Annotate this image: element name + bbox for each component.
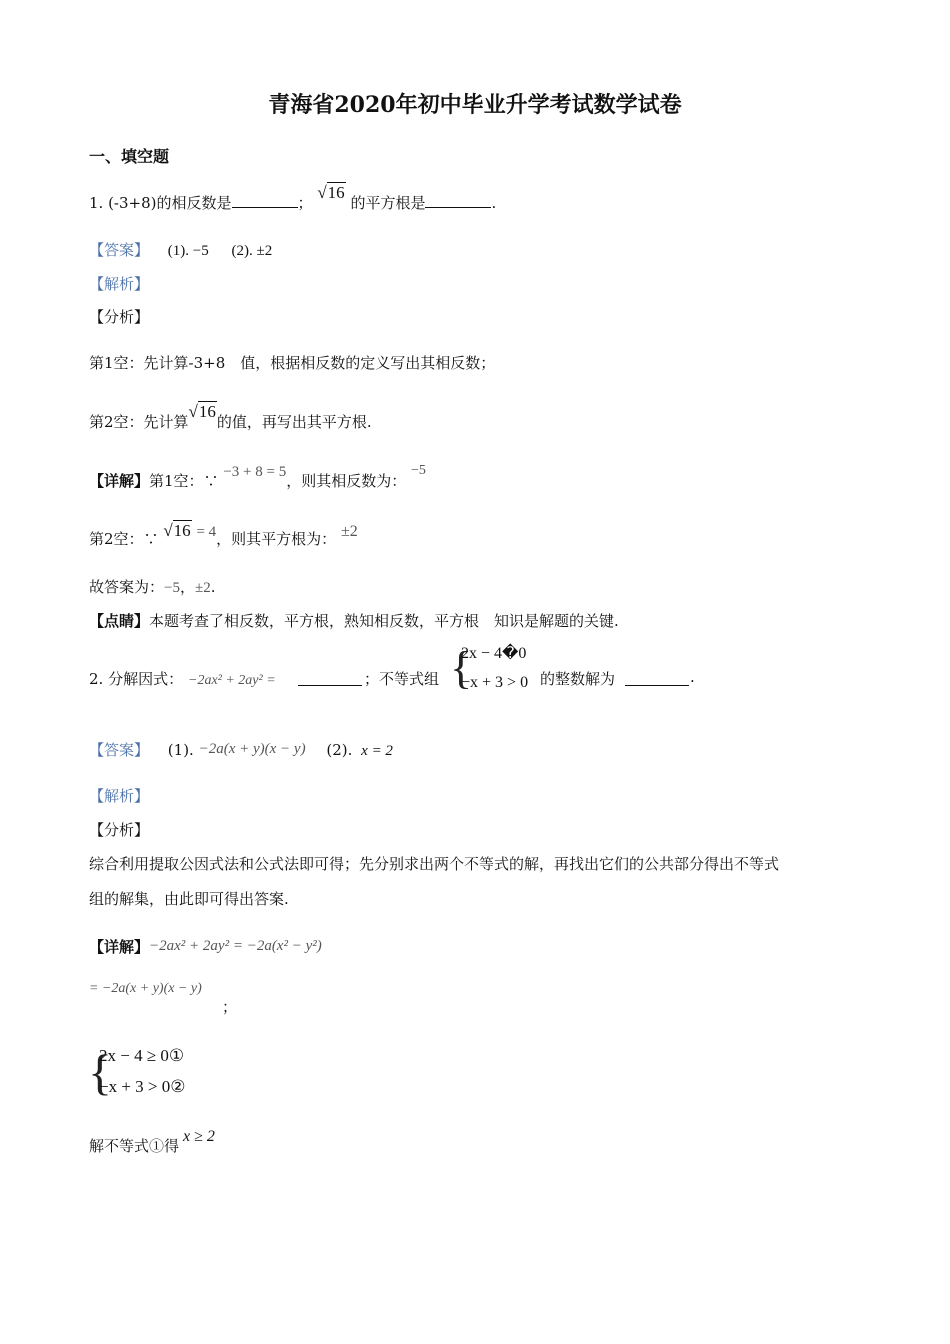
q1-fx2-radicand: 16 bbox=[198, 402, 216, 421]
q1-xj2b: ，则其平方根为： bbox=[216, 530, 337, 548]
q1-gu-end: . bbox=[210, 578, 216, 596]
q1-answer bbox=[89, 239, 272, 260]
q1-xj2-math: = 4 bbox=[196, 524, 217, 540]
q1-end: . bbox=[491, 194, 497, 212]
q1-xj1-result: −5 bbox=[411, 463, 426, 478]
q2-solve-math: x ≥ 2 bbox=[183, 1128, 215, 1145]
answer-tag: 【答案】 bbox=[89, 741, 150, 759]
q1-analysis-2 bbox=[89, 402, 372, 432]
xiangjie-tag: 【详解】 bbox=[89, 938, 150, 956]
q2-fenxi-tag: 【分析】 bbox=[89, 821, 150, 839]
q2-ineq-2: −x + 3 > 0 bbox=[461, 674, 529, 691]
q2-blank-2 bbox=[625, 685, 689, 686]
q1-blank-2 bbox=[425, 206, 491, 208]
answer-tag: 【答案】 bbox=[89, 241, 150, 259]
q1-gu: 故答案为： bbox=[89, 578, 165, 596]
q1-xj2-radicand: 16 bbox=[173, 521, 191, 540]
q2-answer-2: x = 2 bbox=[361, 743, 393, 759]
q1-detail-2 bbox=[89, 521, 358, 549]
q1-stem bbox=[89, 183, 497, 213]
q2-detail-expr-2: = −2a(x + y)(x − y) bbox=[89, 981, 202, 996]
q1-analysis-1: 第1空：先计算-3+8 值，根据相反数的定义写出其相反数； bbox=[89, 354, 496, 372]
q2-end: . bbox=[690, 668, 695, 686]
q2-detail-semicolon: ； bbox=[222, 998, 238, 1016]
q1-conclusion bbox=[89, 576, 216, 597]
q1-xj2a: 第2空：∵ bbox=[89, 530, 159, 548]
q2-detail-line-1 bbox=[89, 936, 322, 957]
q1-jiexi-tag: 【解析】 bbox=[89, 275, 150, 293]
q1-fx2a: 第2空：先计算 bbox=[89, 413, 189, 431]
q2-sep: ；不等式组 bbox=[364, 670, 440, 688]
q1-fx2b: 的值，再写出其平方根. bbox=[216, 413, 372, 431]
q2-system-1: 2x − 4 ≥ 0① bbox=[99, 1046, 185, 1065]
q1-gu-2: ±2 bbox=[195, 580, 211, 596]
q1-xj2-result: ±2 bbox=[340, 523, 358, 540]
dianjing-tag: 【点睛】 bbox=[89, 612, 150, 630]
q1-xj2-sqrt: √16 bbox=[163, 521, 191, 540]
q2-stem-b: 的整数解为 bbox=[540, 670, 616, 688]
page-title: 青海省2020年初中毕业升学考试数学试卷 bbox=[268, 92, 682, 118]
q2-solve-text: 解不等式①得 bbox=[89, 1137, 180, 1155]
q2-analysis-line-1: 综合利用提取公因式法和公式法即可得；先分别求出两个不等式的解，再找出它们的公共部分得出不等式 bbox=[89, 855, 780, 873]
q2-solve-line bbox=[89, 1128, 215, 1156]
xiangjie-tag: 【详解】 bbox=[89, 472, 150, 490]
q2-ineq-1: 2x − 4�0 bbox=[461, 645, 527, 662]
q2-stem-a: 2. 分解因式： bbox=[89, 670, 184, 688]
q1-text-a: 1. (-3+8)的相反数是 bbox=[89, 194, 232, 212]
q1-xj1-math: −3 + 8 = 5 bbox=[223, 464, 287, 480]
q1-blank-1 bbox=[232, 206, 298, 208]
q2-answer-2-label: (2). bbox=[326, 741, 353, 759]
q1-gu-sep: ， bbox=[179, 578, 195, 596]
q2-brace: { bbox=[450, 642, 473, 693]
q1-answer-1: (1). −5 bbox=[167, 243, 209, 259]
q1-xj1a: 第1空：∵ bbox=[149, 472, 219, 490]
q1-sep: ； bbox=[297, 194, 313, 212]
q1-fx2-sqrt: √16 bbox=[188, 402, 216, 421]
q1-xj1b: ，则其相反数为： bbox=[286, 472, 407, 490]
q2-detail-expr: −2ax² + 2ay² = −2a(x² − y²) bbox=[149, 938, 322, 954]
q2-answer-1-label: (1). bbox=[167, 741, 194, 759]
q2-jiexi-tag: 【解析】 bbox=[89, 787, 150, 805]
q1-dianjing bbox=[89, 610, 619, 631]
q1-gu-1: −5 bbox=[164, 580, 180, 596]
q1-answer-2: (2). ±2 bbox=[231, 243, 273, 259]
q2-expr: −2ax² + 2ay² = bbox=[188, 673, 276, 688]
q1-detail-1 bbox=[89, 463, 426, 491]
q2-answer bbox=[89, 739, 393, 760]
q1-sqrt-radicand: 16 bbox=[327, 183, 345, 202]
q1-dianjing-text: 本题考查了相反数，平方根，熟知相反数，平方根 知识是解题的关键. bbox=[149, 612, 619, 630]
section-heading: 一、填空题 bbox=[89, 147, 170, 166]
q1-text-b: 的平方根是 bbox=[350, 194, 426, 212]
q2-system-brace: { bbox=[88, 1044, 112, 1100]
q2-answer-1: −2a(x + y)(x − y) bbox=[198, 741, 306, 757]
q1-fenxi-tag: 【分析】 bbox=[89, 308, 150, 326]
q2-blank-1 bbox=[298, 685, 362, 686]
q2-system-2: −x + 3 > 0② bbox=[99, 1077, 186, 1096]
q1-sqrt: √16 bbox=[317, 183, 345, 202]
q2-analysis-line-2: 组的解集，由此即可得出答案. bbox=[89, 890, 289, 908]
